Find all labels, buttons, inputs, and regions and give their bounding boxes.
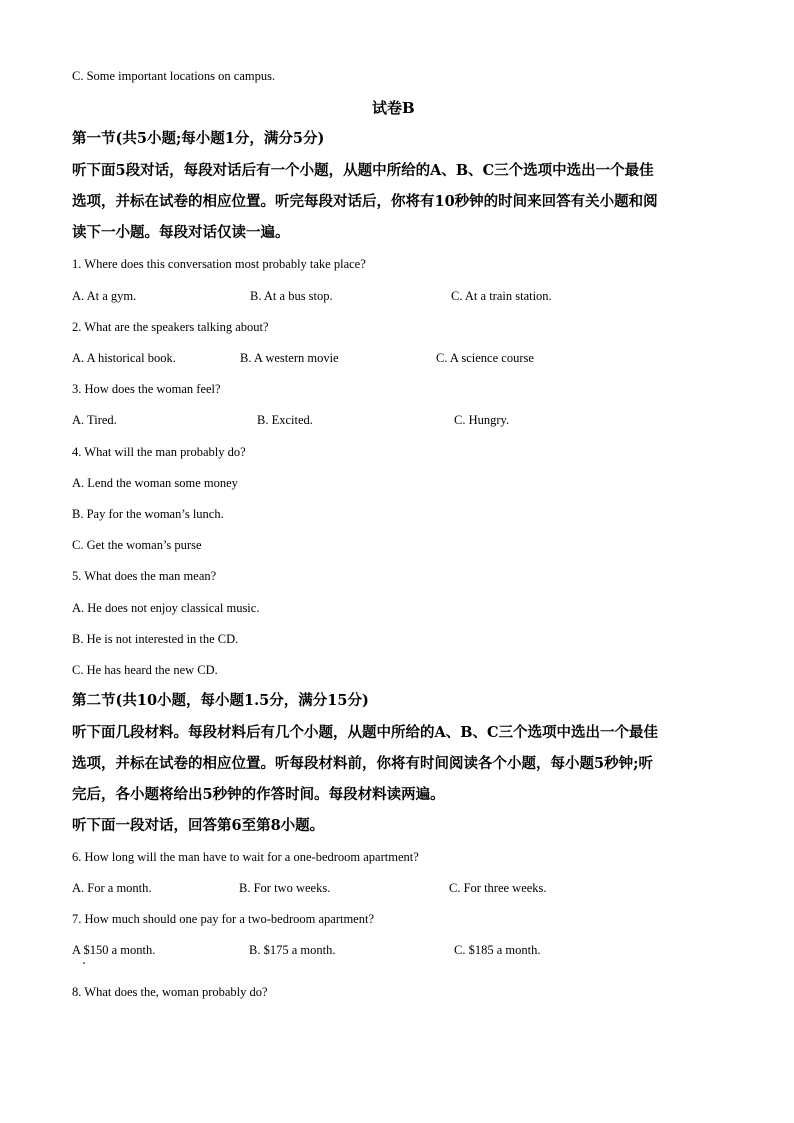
question-2-option-a: A. A historical book. bbox=[72, 351, 176, 365]
question-7-stem: 7. How much should one pay for a two-bedroom apartment? bbox=[72, 912, 375, 926]
section1-instruction-line3: 读下一小题。每段对话仅读一遍。 bbox=[72, 224, 290, 241]
question-3-option-b: B. Excited. bbox=[257, 413, 313, 427]
question-2-option-c: C. A science course bbox=[436, 351, 534, 365]
section2-subheading: 听下面一段对话，回答第6至第8小题。 bbox=[72, 817, 325, 834]
question-1-option-c: C. At a train station. bbox=[451, 289, 552, 303]
question-4-option-a: A. Lend the woman some money bbox=[72, 476, 238, 490]
question-1-stem: 1. Where does this conversation most probably take place? bbox=[72, 257, 366, 271]
question-7-option-a: A $150 a month. bbox=[72, 943, 156, 957]
section2-heading: 第二节(共10小题，每小题1.5分，满分15分) bbox=[72, 692, 369, 709]
section1-instruction-line2: 选项，并标在试卷的相应位置。听完每段对话后，你将有10秒钟的时间来回答有关小题和阅 bbox=[72, 193, 658, 210]
question-3-stem: 3. How does the woman feel? bbox=[72, 382, 221, 396]
question-6-stem: 6. How long will the man have to wait for a one-bedroom apartment? bbox=[72, 850, 419, 864]
question-4-option-b: B. Pay for the woman’s lunch. bbox=[72, 507, 224, 521]
question-7-option-b: B. $175 a month. bbox=[249, 943, 336, 957]
section2-instruction-line2: 选项，并标在试卷的相应位置。听每段材料前，你将有时间阅读各个小题，每小题5秒钟;听 bbox=[72, 755, 653, 772]
question-8-stem: 8. What does the, woman probably do? bbox=[72, 985, 268, 999]
question-5-stem: 5. What does the man mean? bbox=[72, 569, 217, 583]
paper-title: 试卷B bbox=[372, 99, 415, 117]
question-6-option-b: B. For two weeks. bbox=[239, 881, 331, 895]
question-3-option-c: C. Hungry. bbox=[454, 413, 510, 427]
question-6-option-a: A. For a month. bbox=[72, 881, 152, 895]
section2-instruction-line3: 完后，各小题将给出5秒钟的作答时间。每段材料读两遍。 bbox=[72, 786, 445, 803]
question-1-option-a: A. At a gym. bbox=[72, 289, 137, 303]
question-5-option-a: A. He does not enjoy classical music. bbox=[72, 601, 260, 615]
question-1-option-b: B. At a bus stop. bbox=[250, 289, 333, 303]
question-5-option-c: C. He has heard the new CD. bbox=[72, 663, 218, 677]
stray-dot-mark bbox=[83, 962, 85, 964]
question-7-option-c: C. $185 a month. bbox=[454, 943, 541, 957]
previous-option-c: C. Some important locations on campus. bbox=[72, 69, 276, 83]
section2-instruction-line1: 听下面几段材料。每段材料后有几个小题，从题中所给的A、B、C三个选项中选出一个最佳 bbox=[72, 724, 659, 741]
question-2-option-b: B. A western movie bbox=[240, 351, 339, 365]
question-4-stem: 4. What will the man probably do? bbox=[72, 445, 246, 459]
question-3-option-a: A. Tired. bbox=[72, 413, 117, 427]
section1-instruction-line1: 听下面5段对话，每段对话后有一个小题，从题中所给的A、B、C三个选项中选出一个最佳 bbox=[72, 162, 654, 179]
question-4-option-c: C. Get the woman’s purse bbox=[72, 538, 202, 552]
question-5-option-b: B. He is not interested in the CD. bbox=[72, 632, 239, 646]
question-6-option-c: C. For three weeks. bbox=[449, 881, 547, 895]
section1-heading: 第一节(共5小题;每小题1分，满分5分) bbox=[72, 130, 325, 147]
question-2-stem: 2. What are the speakers talking about? bbox=[72, 320, 269, 334]
